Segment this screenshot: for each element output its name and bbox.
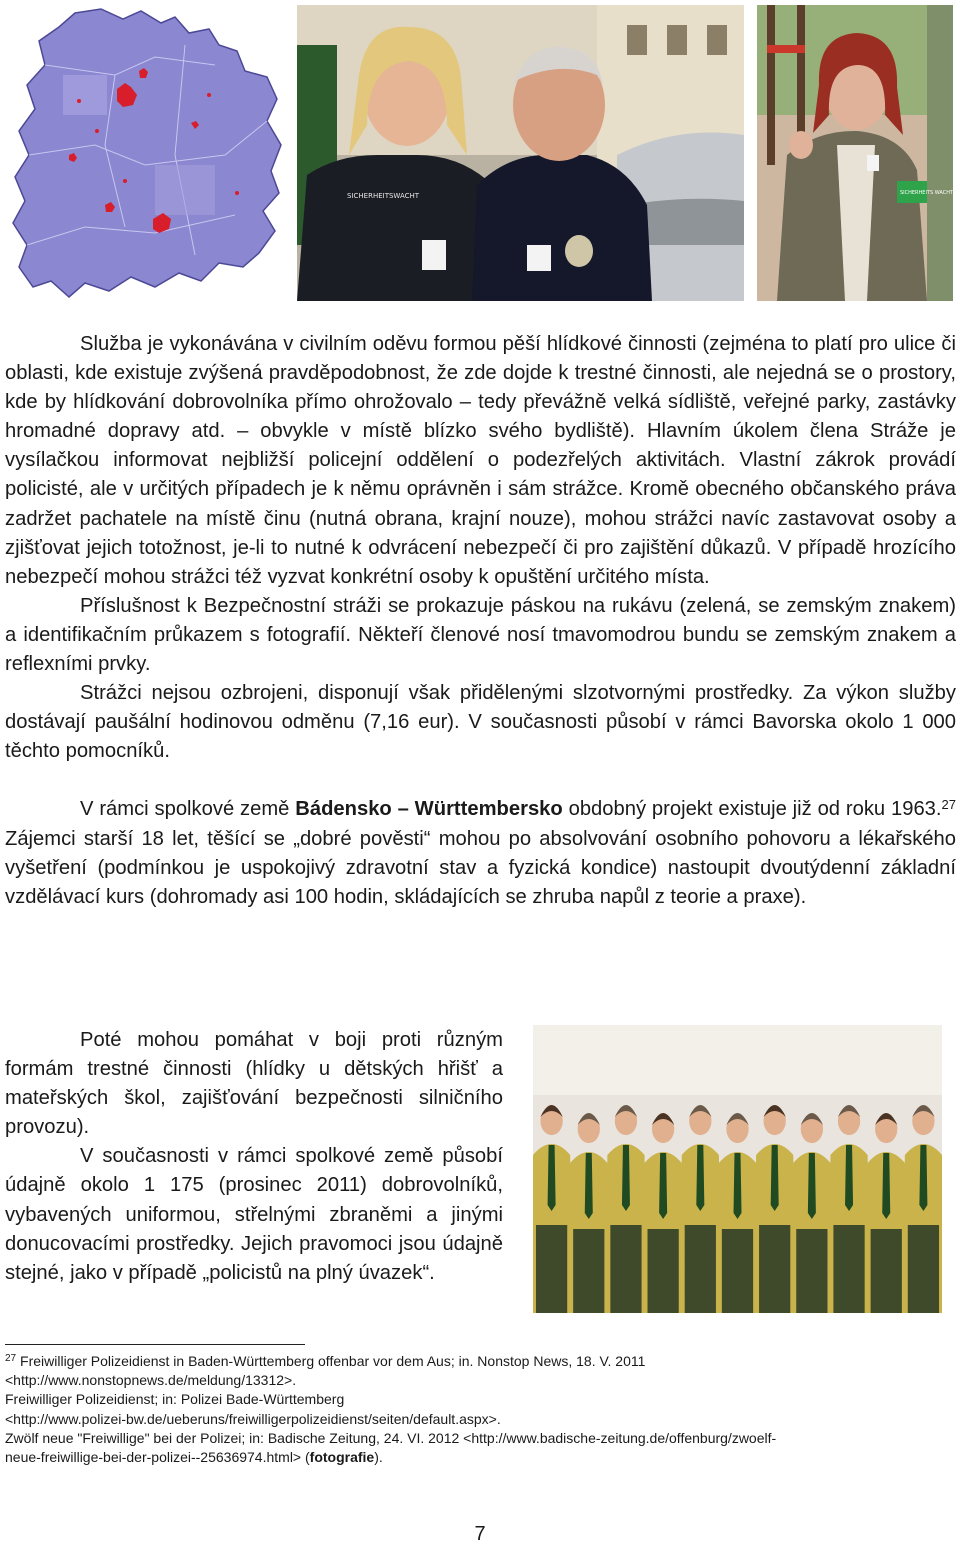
page-number: 7 xyxy=(474,1523,486,1545)
paragraph-equipment: Strážci nejsou ozbrojeni, disponují však přidělenými slzotvornými prostředky. Za výkon služby dostávají paušální hodinovou odměnu (7,16 eur). V současnosti působí v rámci Bavorska okolo 1 000 těchto pomocníků. xyxy=(5,682,956,763)
armband-text: SICHERHEITS WACHT xyxy=(900,190,953,196)
paragraph-volunteers: V současnosti v rámci spolkové země působí údajně okolo 1 175 (prosinec 2011) dobrovolníků, vybavených uniformou, střelnými zbraněmi a jinými donucovacími prostředky. Jejich pravomoci jsou údajně stejné, jako v případě „policistů na plný úvazek“. xyxy=(5,1145,503,1284)
jacket-badge-text: SICHERHEITSWACHT xyxy=(347,192,420,200)
paragraph-baden: V rámci spolkové země Bádensko – Württembersko obdobný projekt existuje již od roku 1963.27 Zájemci starší 18 let, těšící se „dobré pověsti“ mohou po absolvování osobního pohovoru a lékařského vyšetření (podmínkou je uspokojivý zdravotní stav a fyzická kondice) nastoupit dvoutýdenní základní vzdělávací kurs (dohromady asi 100 hodin, skládajících se zhruba napůl z teorie a praxe). xyxy=(5,797,956,908)
footnote-separator xyxy=(5,1344,305,1345)
main-text xyxy=(5,330,956,912)
footnote-source: Zwölf neue "Freiwillige" bei der Polizei; in: Badische Zeitung, 24. VI. 2012 <http://www.badische-zeitung.de/offenburg/zwoelf- xyxy=(5,1429,777,1446)
footnote-27: $^{27}$ Freiwilliger Polizeidienst in Baden-Württemberg offenbar vor dem Aus; in. Nonstop News, 18. V. 2011 xyxy=(5,1353,646,1369)
footnote-reference: 27 xyxy=(941,797,956,813)
footnotes xyxy=(5,1352,950,1467)
footnote-source: Freiwilliger Polizeidienst; in: Polizei Bade-Württemberg xyxy=(5,1391,345,1408)
footnote-source: neue-freiwillige-bei-der-polizei--25636974.html> (fotografie). xyxy=(5,1449,383,1466)
patrol-duo-image xyxy=(297,5,744,301)
bavaria-map-image xyxy=(5,5,285,301)
region-name: Bádensko – Württembersko xyxy=(295,798,563,821)
paragraph-identification: Příslušnost k Bezpečnostní stráži se prokazuje páskou na rukávu (zelená, se zemským znakem) a identifikačním průkazem s fotografií. Někteří členové nosí tmavomodrou bundu se zemským znakem a reflexními prvky. xyxy=(5,594,956,676)
patrol-woman-image xyxy=(757,5,953,301)
footnote-link[interactable]: <http://www.polizei-bw.de/ueberuns/freiwilligerpolizeidienst/seiten/default.aspx>. xyxy=(5,1410,501,1427)
footnote-link[interactable]: <http://www.nonstopnews.de/meldung/13312>. xyxy=(5,1372,297,1389)
side-text xyxy=(5,1026,503,1288)
paragraph-duties: Poté mohou pomáhat v boji proti různým formám trestné činnosti (hlídky u dětských hřišť a mateřských škol, zajišťování bezpečnosti silničního provozu). xyxy=(5,1029,503,1139)
volunteer-group-image xyxy=(533,1025,942,1313)
paragraph-service: Služba je vykonávána v civilním oděvu formou pěší hlídkové činnosti (zejména to platí pro ulice či oblasti, kde existuje zvýšená pravděpodobnost, že zde dojde k trestné činnosti, ale nejedná se o prostory, kde by hlídkování dobrovolníka přímo ohrožovalo – tedy převážně velká sídliště, veřejné parky, zastávky hromadné dopravy atd. – obvykle v místě blízko svého bydliště). Hlavním úkolem člena Stráže je vysílačkou informovat nejbližší policejní oddělení o podezřelých aktivitách. Vlastní zákrok provádí policisté, ale v určitých případech je k němu oprávněn i sám strážce. Kromě obecného občanského práva zadržet pachatele na místě činu (nutná obrana, krajní nouze), mohou strážci navíc zastavovat osoby a zjišťovat jejich totožnost, je-li to nutné k odvrácení nebezpečí či pro zajištění důkazů. V případě hrozícího nebezpečí mohou strážci též vyzvat konkrétní osoby k opuštění určitého místa. xyxy=(5,333,956,588)
